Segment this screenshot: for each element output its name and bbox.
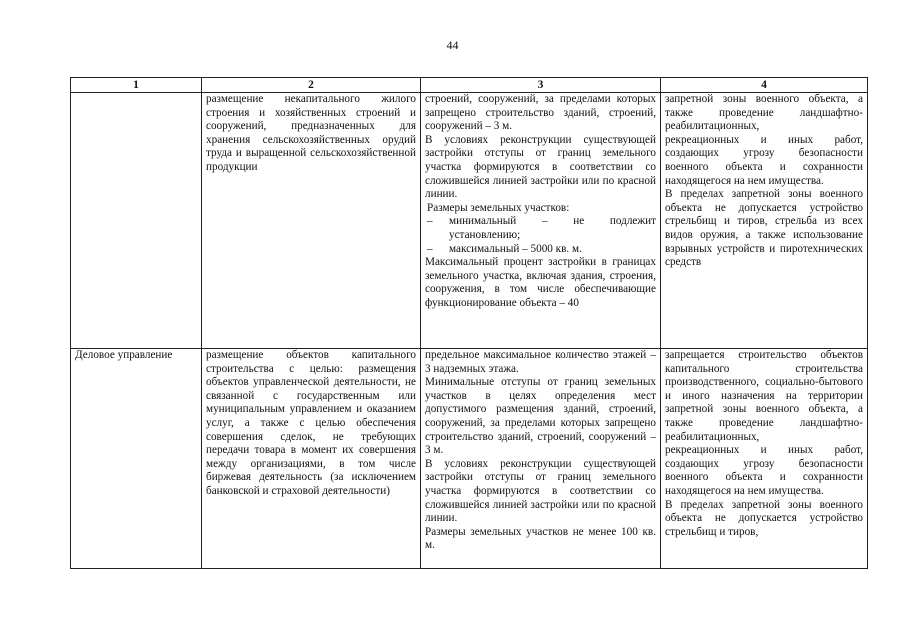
parameters-text: В условиях реконструкции существующей застройки отступы от границ земельного участка формируются в соответствии со сложившейся линией застройки или по красной линии.	[425, 133, 656, 201]
column-header-4: 4	[661, 78, 868, 93]
land-use-type-cell	[71, 93, 202, 349]
restrictions-text: рекреационных и иных работ, создающих угрозу безопасности военного объекта и сохранности находящегося на нем имущества.	[665, 444, 863, 497]
parameters-text: Минимальные отступы от границ земельных участков в целях определения мест допустимого размещения зданий, строений, сооружений, за пределами которых запрещено строительство зданий, строений, сооружений – 3 м.	[425, 376, 656, 457]
parameters-text: предельное максимальное количество этажей – 3 надземных этажа.	[425, 349, 656, 375]
land-use-type-text: Деловое управление	[75, 349, 173, 361]
dash-marker: –	[427, 215, 433, 228]
list-item-text: минимальный – не подлежит установлению;	[449, 215, 656, 241]
page-number: 44	[446, 38, 459, 52]
restrictions-cell	[661, 349, 868, 569]
table-header-row	[71, 78, 868, 93]
parameters-text: Максимальный процент застройки в границах земельного участка, включая здания, строения, сооружения, в том числе обеспечивающие функционирование объекта – 40	[425, 256, 656, 309]
restrictions-text: рекреационных и иных работ, создающих угрозу безопасности военного объекта и сохранности находящегося на нем имущества.	[665, 133, 863, 187]
restrictions-text: В пределах запретной зоны военного объекта не допускается устройство стрельбищ и тиров, стрельба из всех видов оружия, а также использование взрывных устройств и пиротехнических средств	[665, 188, 863, 269]
regulations-table	[70, 77, 868, 569]
parameters-text: строений, сооружений, за пределами которых запрещено строительство зданий, строений, сооружений – 3 м.	[425, 93, 656, 133]
list-item-text: максимальный – 5000 кв. м.	[449, 242, 582, 255]
land-use-type-cell	[71, 349, 202, 569]
column-header-2: 2	[202, 78, 421, 93]
table-row	[71, 93, 868, 349]
restrictions-text: В пределах запретной зоны военного объекта не допускается устройство стрельбищ и тиров,	[665, 498, 863, 538]
permitted-use-description-cell	[202, 349, 421, 569]
column-header-3: 3	[421, 78, 661, 93]
list-item	[425, 243, 656, 257]
parameters-text: Размеры земельных участков не менее 100 кв. м.	[425, 525, 656, 552]
table-row	[71, 349, 868, 569]
parameters-cell	[421, 349, 661, 569]
restrictions-cell	[661, 93, 868, 349]
list-item	[425, 215, 656, 242]
parameters-text: Размеры земельных участков:	[427, 201, 570, 214]
restrictions-text: запрещается строительство объектов капитального строительства производственного, социально-бытового и иного назначения на территории запретной зоны военного объекта, а также проведение ландшафтно-реабилитационных,	[665, 349, 863, 443]
parameters-cell	[421, 93, 661, 349]
parameters-text: В условиях реконструкции существующей застройки отступы от границ земельного участка формируются в соответствии со сложившейся линией застройки или по красной линии.	[425, 457, 656, 525]
description-text: размещение объектов капитального строительства с целью: размещения объектов управленческой деятельности, не связанной с государственным или муниципальным управлением и оказанием услуг, а также с целью обеспечения совершения сделок, не требующих передачи товара в момент их совершения между организациями, в том числе биржевая деятельность (за исключением банковской и страховой деятельности)	[206, 349, 416, 497]
permitted-use-description-cell	[202, 93, 421, 349]
column-header-1: 1	[71, 78, 202, 93]
dash-marker: –	[427, 242, 433, 255]
restrictions-text: запретной зоны военного объекта, а также проведение ландшафтно-реабилитационных,	[665, 93, 863, 133]
description-text: размещение некапитального жилого строения и хозяйственных строений и сооружений, предназначенных для хранения сельскохозяйственных орудий труда и выращенной сельскохозяйственной продукции	[206, 93, 416, 173]
